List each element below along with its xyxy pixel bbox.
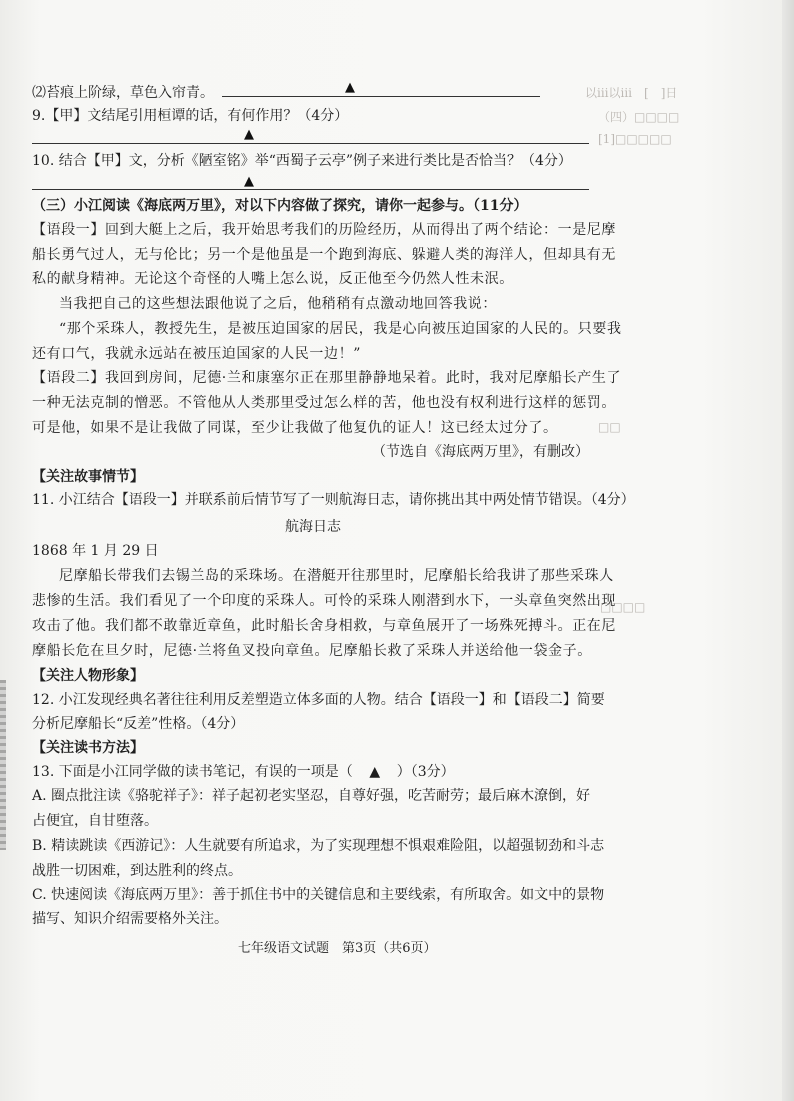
question-10: 10. 结合【甲】文，分析《陋室铭》举“西蜀子云亭”例子来进行类比是否恰当？（4分）: [32, 153, 572, 169]
bleed-through-text: 以ⅲ以ⅲ [ ]日: [585, 86, 678, 100]
scan-edge-shadow: [782, 0, 794, 1101]
bleed-through-text: （四）□□□□: [598, 110, 680, 124]
answer-line-10[interactable]: [32, 189, 589, 190]
passage1-line: “那个采珠人，教授先生，是被压迫国家的居民，我是心向被压迫国家的人民的。只要我: [59, 321, 622, 337]
passage1-line: 【语段一】回到大艇上之后，我开始思考我们的历险经历，从而得出了两个结论：一是尼摩: [32, 222, 616, 238]
option-c-line: 描写、知识介绍需要格外关注。: [32, 911, 228, 927]
focus-character-heading: 【关注人物形象】: [32, 668, 144, 684]
passage1-line: 私的献身精神。无论这个奇怪的人嘴上怎么说，反正他至今仍然人性未泯。: [32, 271, 514, 287]
question-12-line: 12. 小江发现经典名著往往利用反差塑造立体多面的人物。结合【语段一】和【语段二】简要: [32, 692, 605, 708]
answer-blank[interactable]: [222, 80, 540, 97]
q13-stem-after: ）（3分）: [396, 764, 455, 780]
log-date: 1868 年 1 月 29 日: [32, 543, 159, 559]
passage1-line: 还有口气，我就永远站在被压迫国家的人民一边！”: [32, 346, 361, 362]
question-11: 11. 小江结合【语段一】并联系前后情节写了一则航海日志，请你挑出其中两处情节错误。（4分）: [32, 492, 635, 508]
option-a-line: A. 圈点批注读《骆驼祥子》：祥子起初老实坚忍，自尊好强，吃苦耐劳；最后麻木潦倒，好: [32, 788, 591, 804]
bleed-through-text: □□□□: [600, 600, 646, 614]
passage-source: （节选自《海底两万里》，有删改）: [372, 444, 589, 460]
scan-binding-mark: [0, 680, 6, 850]
answer-marker: ▲: [244, 174, 254, 189]
log-text-line: 攻击了他。我们都不敢靠近章鱼，此时船长舍身相救，与章鱼展开了一场殊死搏斗。正在尼: [32, 618, 616, 634]
answer-line-9[interactable]: [32, 143, 589, 144]
question-13-stem: [32, 762, 455, 782]
focus-plot-heading: 【关注故事情节】: [32, 469, 144, 485]
answer-marker: ▲: [345, 80, 355, 95]
option-c-line: C. 快速阅读《海底两万里》：善于抓住书中的关键信息和主要线索，有所取舍。如文中的景物: [32, 887, 605, 903]
bleed-through-text: [1]□□□□□: [598, 132, 672, 146]
bleed-through-text: □□: [598, 420, 621, 434]
q8-item2: [32, 80, 540, 103]
log-text-line: 悲惨的生活。我们看见了一个印度的采珠人。可怜的采珠人刚潜到水下，一头章鱼突然出现: [32, 593, 616, 609]
question-12-line: 分析尼摩船长“反差”性格。（4分）: [32, 716, 245, 732]
question-9: 9.【甲】文结尾引用桓谭的话，有何作用？（4分）: [32, 108, 349, 124]
q13-stem-before: 13. 下面是小江同学做的读书笔记，有误的一项是（: [32, 764, 353, 780]
section3-heading: （三）小江阅读《海底两万里》，对以下内容做了探究，请你一起参与。（11分）: [32, 198, 528, 214]
passage1-line: 船长勇气过人，无与伦比；另一个是他虽是一个跑到海底、躲避人类的海洋人，但却具有无: [32, 247, 616, 263]
focus-method-heading: 【关注读书方法】: [32, 740, 144, 756]
passage2-line: 【语段二】我回到房间，尼德·兰和康塞尔正在那里静静地呆着。此时，我对尼摩船长产生了: [32, 370, 622, 386]
option-b-line: 战胜一切困难，到达胜利的终点。: [32, 863, 242, 879]
q8-item2-text: ⑵苔痕上阶绿，草色入帘青。: [32, 85, 214, 101]
page-footer: 七年级语文试题 第3页（共6页）: [238, 941, 437, 956]
passage2-line: 可是他，如果不是让我做了同谋，至少让我做了他复仇的证人！这已经太过分了。: [32, 420, 558, 436]
answer-marker: ▲: [244, 127, 254, 142]
answer-marker: ▲: [369, 764, 381, 780]
log-text-line: 尼摩船长带我们去锡兰岛的采珠场。在潜艇开往那里时，尼摩船长给我讲了那些采珠人: [59, 568, 614, 584]
passage2-line: 一种无法克制的憎恶。不管他从人类那里受过怎么样的苦，他也没有权利进行这样的惩罚。: [32, 395, 616, 411]
log-title: 航海日志: [285, 519, 341, 535]
option-b-line: B. 精读跳读《西游记》：人生就要有所追求，为了实现理想不惧艰难险阻，以超强韧劲和斗志: [32, 838, 605, 854]
q13-answer-slot[interactable]: [353, 762, 397, 782]
option-a-line: 占便宜，自甘堕落。: [32, 813, 158, 829]
log-text-line: 摩船长危在旦夕时，尼德·兰将鱼叉投向章鱼。尼摩船长救了采珠人并送给他一袋金子。: [32, 643, 592, 659]
passage1-line: 当我把自己的这些想法跟他说了之后，他稍稍有点激动地回答我说：: [59, 296, 497, 312]
